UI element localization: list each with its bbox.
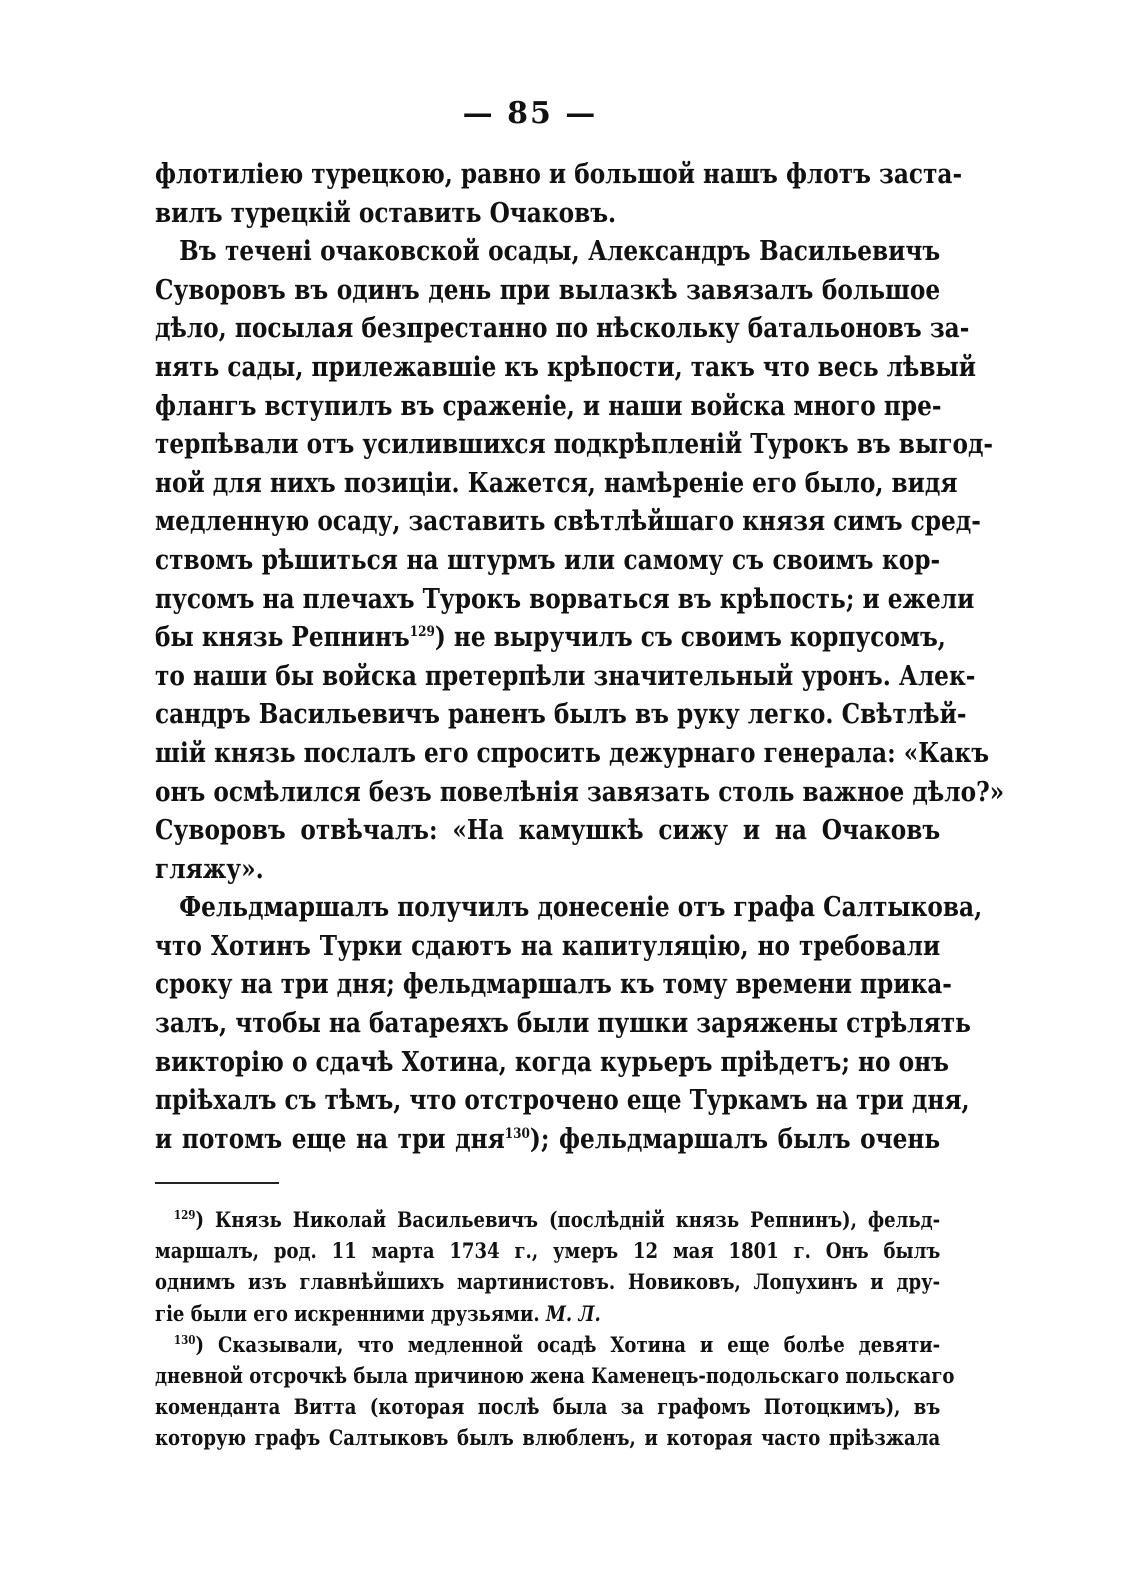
page-number: — 85 — <box>462 96 598 131</box>
footnote-line <box>155 1298 940 1329</box>
text-line <box>155 195 940 234</box>
line-text: вилъ турецкій оставить Очаковъ. <box>155 197 617 229</box>
line-text: викторію о сдачѣ Хотина, когда курьеръ пріѣдетъ; но онъ <box>155 1046 949 1078</box>
line-text: Въ течені очаковской осады, Александръ Васильевичъ <box>179 236 941 268</box>
text-line <box>155 233 940 272</box>
footnote-line <box>155 1235 940 1266</box>
footnotes <box>155 1204 955 1454</box>
text-line <box>155 465 958 504</box>
footnote-reference: 130 <box>504 1125 530 1142</box>
line-text: ) не выручилъ съ своимъ корпусомъ, <box>434 622 946 654</box>
line-text: онъ осмѣлился безъ повелѣнія завязать столь важное дѣло?» <box>155 776 1005 808</box>
text-line <box>155 696 967 735</box>
text-line <box>155 966 952 1005</box>
line-text: нять сады, прилежавшіе къ крѣпости, такъ что весь лѣвый <box>155 351 977 383</box>
footnote-line <box>155 1266 940 1297</box>
line-text: маршалъ, род. 11 марта 1734 г., умеръ 12 мая 1801 г. Онъ былъ <box>155 1238 941 1264</box>
line-text: то наши бы войска претерпѣли значительный уронъ. Алек- <box>155 660 976 692</box>
line-text: и потомъ еще на три дня <box>155 1123 505 1155</box>
line-text: терпѣвали отъ усилившихся подкрѣпленій Турокъ въ выгод- <box>155 429 994 461</box>
text-line <box>155 774 1005 813</box>
line-text: коменданта Витта (которая послѣ была за графомъ Потоцкимъ), въ <box>155 1394 941 1420</box>
text-line <box>155 272 940 311</box>
text-line <box>155 503 981 542</box>
line-text: пріѣхалъ съ тѣмъ, что отстрочено еще Туркамъ на три дня, <box>155 1085 970 1117</box>
line-text: флотиліею турецкою, равно и большой нашъ флотъ заста- <box>155 159 963 190</box>
text-line <box>155 735 990 774</box>
text-line <box>155 1082 970 1121</box>
line-text: гіе были его искренними друзьями. <box>155 1300 546 1326</box>
footnote-line <box>155 1422 940 1453</box>
line-text: ) Сказывали, что медленной осадѣ Хотина и еще болѣе девяти- <box>195 1331 941 1357</box>
line-text: пусомъ на плечахъ Турокъ ворваться въ крѣпость; и ежели <box>155 583 975 615</box>
text-line <box>155 581 975 620</box>
line-text: которую графъ Салтыковъ былъ влюбленъ, и которая часто пріѣзжала <box>155 1425 941 1451</box>
text-line <box>155 156 963 195</box>
text-line <box>155 349 977 388</box>
line-text: сроку на три дня; фельдмаршалъ къ тому времени прика- <box>155 969 952 1001</box>
line-text: что Хотинъ Турки сдаютъ на капитуляцію, но требовали <box>155 930 941 962</box>
line-text: Суворовъ въ одинъ день при вылазкѣ завязалъ большое <box>155 274 941 306</box>
footnote-reference: 129 <box>409 624 435 641</box>
line-text: гляжу». <box>155 853 264 885</box>
line-text: медленную осаду, заставить свѣтлѣйшаго князя симъ сред- <box>155 506 981 538</box>
line-text: ной для нихъ позиціи. Кажется, намѣреніе его было, видя <box>155 467 958 499</box>
text-line <box>155 658 976 697</box>
line-text: Фельдмаршалъ получилъ донесеніе отъ графа Салтыкова, <box>179 892 983 924</box>
line-text: ); фельдмаршалъ былъ очень <box>529 1123 941 1155</box>
text-line <box>155 1005 971 1044</box>
footnote-marker: 129 <box>173 1208 196 1222</box>
line-text: однимъ изъ главнѣйшихъ мартинистовъ. Новиковъ, Лопухинъ и дру- <box>155 1269 941 1295</box>
footnote-rule <box>155 1182 279 1184</box>
line-text: дѣло, посылая безпрестанно по нѣскольку батальоновъ за- <box>155 313 970 345</box>
text-line <box>155 619 946 658</box>
line-text: дневной отсрочкѣ была причиною жена Каменецъ-подольскаго польскаго <box>155 1362 955 1388</box>
line-text: Суворовъ отвѣчалъ: «На камушкѣ сижу и на Очаковъ <box>155 815 941 847</box>
footnote-line <box>155 1360 955 1391</box>
text-line <box>155 928 940 967</box>
text-line <box>155 1044 949 1083</box>
main-text <box>155 156 1005 1159</box>
text-line <box>155 388 940 427</box>
line-text: залъ, чтобы на батареяхъ были пушки заряжены стрѣлять <box>155 1008 971 1040</box>
line-text: ) Князь Николай Васильевичъ (послѣдній князь Репнинъ), фельд- <box>195 1207 941 1232</box>
line-text: бы князь Репнинъ <box>155 622 410 654</box>
signature-initials: М. Л. <box>545 1300 601 1326</box>
line-text: шій князь послалъ его спросить дежурнаго генерала: «Какъ <box>155 737 990 769</box>
line-text: сандръ Васильевичъ раненъ былъ въ руку легко. Свѣтлѣй- <box>155 699 967 731</box>
footnote-marker: 130 <box>173 1332 196 1347</box>
line-text: ствомъ рѣшиться на штурмъ или самому съ своимъ кор- <box>155 544 941 576</box>
text-line <box>155 889 983 928</box>
text-line <box>155 310 970 349</box>
line-text: флангъ вступилъ въ сраженіе, и наши войска много пре- <box>155 390 942 422</box>
footnote-line <box>155 1329 940 1360</box>
footnote-line <box>155 1391 940 1422</box>
text-line <box>155 426 994 465</box>
text-line <box>155 812 940 851</box>
footnote-line <box>155 1204 940 1235</box>
text-line <box>155 542 940 581</box>
text-line <box>155 1121 940 1160</box>
text-line <box>155 851 940 890</box>
